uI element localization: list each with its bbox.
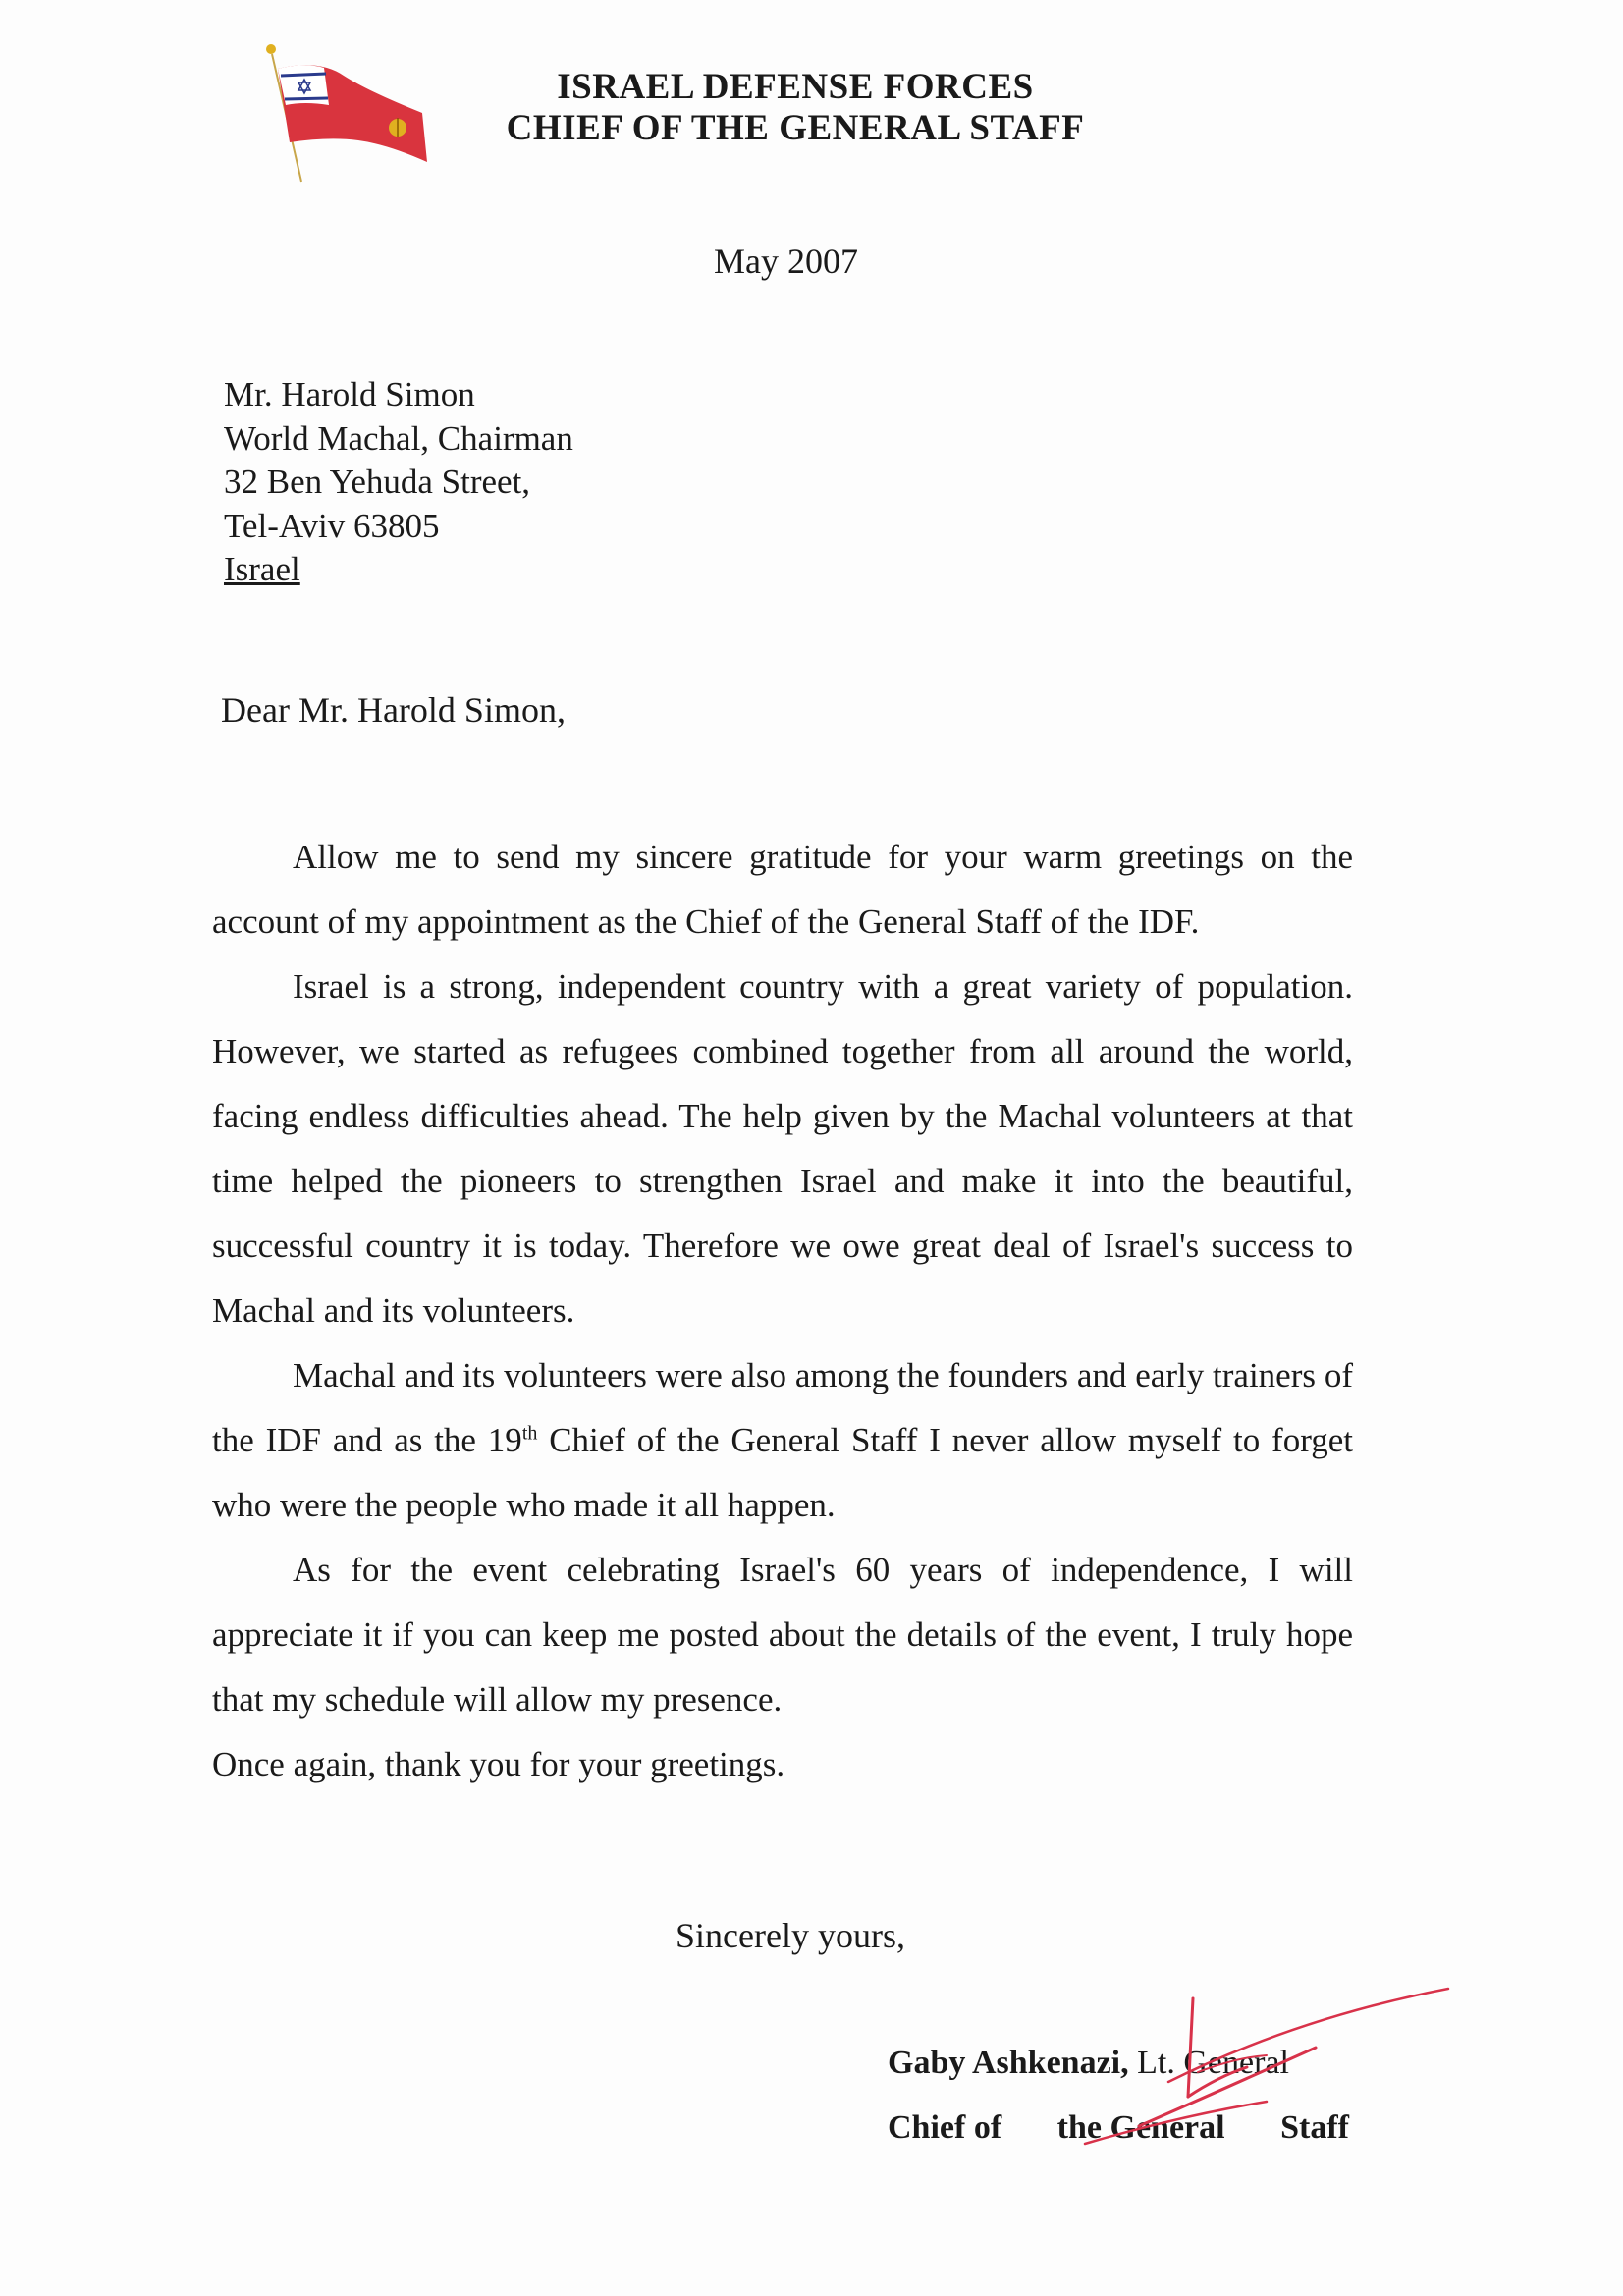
recipient-address	[224, 373, 573, 592]
closing: Sincerely yours,	[676, 1916, 905, 1955]
letter-body	[212, 825, 1353, 1797]
recipient-name: Mr. Harold Simon	[224, 375, 475, 413]
letterhead	[471, 67, 1119, 149]
signatory-name: Gaby Ashkenazi,	[888, 2045, 1129, 2081]
recipient-street: 32 Ben Yehuda Street,	[224, 463, 531, 501]
body-paragraph-3	[212, 1343, 1353, 1538]
body-paragraph-3-end: Chief of the General Staff I never allow myself to forget who were the people who made it all happen.	[212, 1421, 1353, 1524]
recipient-city: Tel-Aviv 63805	[224, 506, 440, 545]
signatory-title-part-3: Staff	[1280, 2109, 1349, 2146]
signatory-title-part-1: Chief of	[888, 2109, 1002, 2146]
letter-date: May 2007	[714, 242, 858, 281]
body-paragraph-1: Allow me to send my sincere gratitude for your warm greetings on the account of my appointment as the Chief of the General Staff of the IDF.	[212, 838, 1353, 941]
recipient-country: Israel	[224, 550, 300, 588]
body-paragraph-2: Israel is a strong, independent country with a great variety of population. However, we started as refugees combined together from all around the world, facing endless difficulties ahead. The help given by the Machal volunteers at that time helped the pioneers to strengthen Israel and make it into the beautiful, successful country it is today. Therefore we owe great deal of Israel's success to Machal and its volunteers.	[212, 967, 1353, 1330]
salutation: Dear Mr. Harold Simon,	[221, 690, 566, 730]
handwritten-signature	[1021, 1979, 1453, 2156]
signatory-rank: Lt. General	[1128, 2045, 1289, 2081]
body-paragraph-4: As for the event celebrating Israel's 60 years of independence, I will appreciate it if you can keep me posted about the details of the event, I truly hope that my schedule will allow my presence.	[212, 1551, 1353, 1719]
letterhead-office: CHIEF OF THE GENERAL STAFF	[506, 108, 1085, 148]
signatory-title-part-2: the General	[1056, 2109, 1225, 2146]
ordinal-suffix: th	[521, 1422, 538, 1445]
idf-flag-emblem	[250, 34, 427, 191]
body-paragraph-3-start: Machal and its volunteers were also among the founders and early trainers of the IDF and as the 19	[212, 1356, 1353, 1459]
body-paragraph-5: Once again, thank you for your greetings.	[212, 1745, 785, 1783]
recipient-title: World Machal, Chairman	[224, 418, 573, 458]
letterhead-organization: ISRAEL DEFENSE FORCES	[557, 67, 1034, 107]
